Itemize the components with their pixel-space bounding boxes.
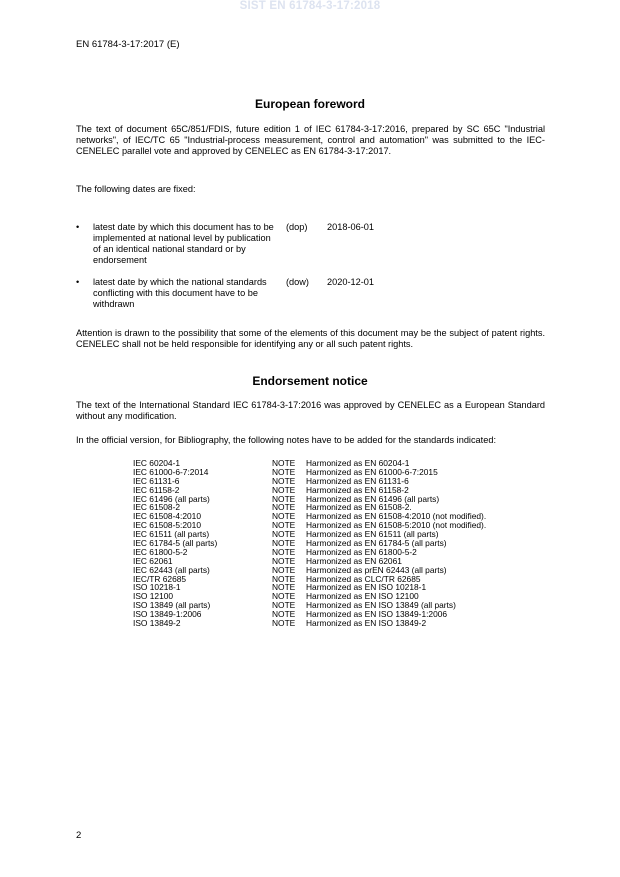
- date-value: 2018-06-01: [327, 222, 374, 232]
- harmonized-text: Harmonized as EN 61496 (all parts): [306, 493, 440, 504]
- date-code: (dow): [286, 277, 309, 287]
- date-row-dop: [76, 222, 545, 277]
- date-description: latest date by which the national standards conflicting with this document have to be withdrawn: [93, 277, 267, 309]
- date-description: latest date by which this document has to be implemented at national level by publication of an identical national standard or by endorsement: [93, 222, 274, 265]
- note-label: NOTE: [272, 458, 296, 468]
- note-label: NOTE: [272, 573, 296, 584]
- note-label: NOTE: [272, 564, 296, 575]
- note-label: NOTE: [272, 520, 296, 531]
- dates-list: [76, 222, 545, 332]
- endorsement-title: Endorsement notice: [252, 374, 368, 388]
- harmonized-text: Harmonized as EN 61784-5 (all parts): [306, 538, 447, 549]
- endorsement-paragraph: The text of the International Standard IEC 61784-3-17:2016 was approved by CENELEC as a European Standard without any modification.: [76, 400, 545, 421]
- standard-reference: IEC 61511 (all parts): [133, 529, 210, 540]
- note-label: NOTE: [272, 484, 296, 495]
- standard-reference: IEC 60204-1: [133, 458, 181, 468]
- standard-reference: IEC 61508-5:2010: [133, 520, 201, 531]
- standard-reference: ISO 12100: [133, 591, 174, 602]
- standard-reference: IEC 61131-6: [133, 475, 180, 486]
- standard-reference: IEC 62443 (all parts): [133, 564, 210, 575]
- note-label: NOTE: [272, 475, 296, 486]
- harmonized-text: Harmonized as EN 61508-4:2010 (not modified).: [306, 511, 487, 522]
- harmonized-text: Harmonized as EN ISO 13849-2: [306, 618, 427, 629]
- harmonized-text: Harmonized as EN 61158-2: [306, 484, 409, 495]
- harmonized-text: Harmonized as EN ISO 10218-1: [306, 582, 427, 593]
- harmonized-text: Harmonized as EN 60204-1: [306, 458, 410, 468]
- harmonized-text: Harmonized as EN ISO 12100: [306, 591, 419, 602]
- harmonized-text: Harmonized as prEN 62443 (all parts): [306, 564, 447, 575]
- standard-reference: IEC 61508-4:2010: [133, 511, 201, 522]
- harmonized-text: Harmonized as CLC/TR 62685: [306, 573, 421, 584]
- standard-reference: ISO 10218-1: [133, 582, 181, 593]
- foreword-paragraph: The text of document 65C/851/FDIS, future edition 1 of IEC 61784-3-17:2016, prepared by SC 65C "Industrial networks", of IEC/TC 65 "Industrial-process measurement, control and automation" was submitted to the IEC-CENELEC parallel vote and approved by CENELEC as EN 61784-3-17:2017.: [76, 124, 545, 156]
- harmonized-text: Harmonized as EN ISO 13849-1:2006: [306, 609, 448, 620]
- note-label: NOTE: [272, 555, 296, 566]
- bullet-icon: •: [76, 277, 80, 287]
- standard-reference: IEC 61158-2: [133, 484, 180, 495]
- note-label: NOTE: [272, 511, 296, 522]
- note-label: NOTE: [272, 493, 296, 504]
- harmonized-text: Harmonized as EN 61508-5:2010 (not modified).: [306, 520, 487, 531]
- note-label: NOTE: [272, 546, 296, 557]
- standard-reference: IEC 61496 (all parts): [133, 493, 210, 504]
- harmonized-text: Harmonized as EN 61000-6-7:2015: [306, 466, 438, 477]
- bullet-icon: •: [76, 222, 80, 232]
- standard-reference: IEC/TR 62685: [133, 573, 187, 584]
- attention-paragraph: Attention is drawn to the possibility that some of the elements of this document may be the subject of patent rights. CENELEC shall not be held responsible for identifying any or all such patent rights.: [76, 328, 545, 349]
- dates-intro: The following dates are fixed:: [76, 184, 196, 194]
- foreword-title: European foreword: [254, 97, 365, 111]
- note-label: NOTE: [272, 609, 296, 620]
- harmonized-text: Harmonized as EN 61511 (all parts): [306, 529, 439, 540]
- page-number: 2: [76, 830, 82, 841]
- date-value: 2020-12-01: [327, 277, 374, 287]
- date-code: (dop): [286, 222, 308, 232]
- watermark: SIST EN 61784-3-17:2018: [239, 0, 381, 12]
- note-label: NOTE: [272, 502, 296, 513]
- note-label: NOTE: [272, 582, 296, 593]
- note-label: NOTE: [272, 591, 296, 602]
- harmonized-text: Harmonized as EN 62061: [306, 555, 402, 566]
- date-row-dow: [76, 277, 545, 332]
- harmonized-text: Harmonized as EN 61800-5-2: [306, 546, 417, 557]
- document-header: EN 61784-3-17:2017 (E): [76, 39, 180, 50]
- note-label: NOTE: [272, 529, 296, 540]
- note-label: NOTE: [272, 466, 296, 477]
- harmonized-text: Harmonized as EN ISO 13849 (all parts): [306, 600, 456, 611]
- note-label: NOTE: [272, 618, 296, 629]
- standard-reference: ISO 13849-1:2006: [133, 609, 202, 620]
- harmonized-text: Harmonized as EN 61508-2.: [306, 502, 412, 513]
- standard-reference: IEC 61000-6-7:2014: [133, 466, 209, 477]
- standard-reference: IEC 61784-5 (all parts): [133, 538, 218, 549]
- standard-reference: ISO 13849-2: [133, 618, 181, 629]
- standard-reference: ISO 13849 (all parts): [133, 600, 211, 611]
- harmonized-text: Harmonized as EN 61131-6: [306, 475, 409, 486]
- note-label: NOTE: [272, 600, 296, 611]
- standard-reference: IEC 61508-2: [133, 502, 181, 513]
- note-label: NOTE: [272, 538, 296, 549]
- standard-reference: IEC 62061: [133, 555, 173, 566]
- standard-reference: IEC 61800-5-2: [133, 546, 188, 557]
- notes-intro: In the official version, for Bibliography, the following notes have to be added for the standards indicated:: [76, 435, 496, 445]
